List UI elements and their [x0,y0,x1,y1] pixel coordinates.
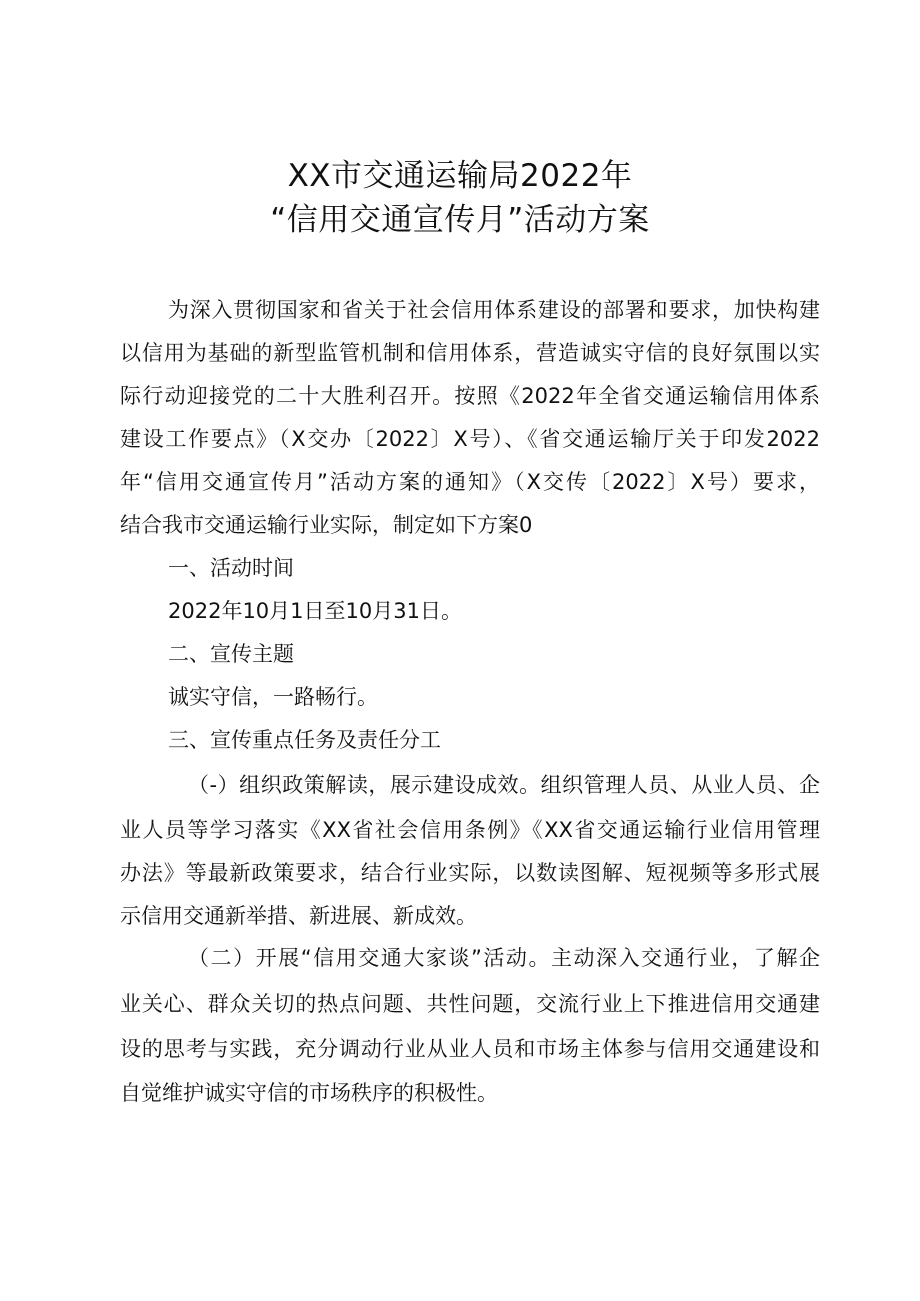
section-content-time: 2022年10月1日至10月31日。 [168,599,462,623]
task-item-line: 自觉维护诚实守信的市场秩序的积极性。 [120,1081,498,1105]
document-title-line1: XX市交通运输局2022年 [287,158,633,194]
section-heading-time: 一、活动时间 [168,556,294,580]
task-item-line: 办法》等最新政策要求，结合行业实际，以数读图解、短视频等多形式展 [120,861,820,885]
task-item-line: （二）开展“信用交通大家谈”活动。主动深入交通行业，了解企 [188,946,820,970]
document-title-line2: “信用交通宣传月”活动方案 [270,202,650,238]
intro-line: 年“信用交通宣传月”活动方案的通知》（X交传〔2022〕X号）要求， [120,470,820,494]
task-item-line: （-）组织政策解读，展示建设成效。组织管理人员、从业人员、企 [188,773,820,797]
task-item-line: 业关心、群众关切的热点问题、共性问题，交流行业上下推进信用交通建 [120,992,820,1016]
intro-line: 际行动迎接党的二十大胜利召开。按照《2022年全省交通运输信用体系 [120,384,820,408]
intro-line: 结合我市交通运输行业实际，制定如下方案0 [120,513,533,537]
task-item-line: 设的思考与实践，充分调动行业从业人员和市场主体参与信用交通建设和 [120,1037,820,1061]
section-heading-theme: 二、宣传主题 [168,642,294,666]
intro-line: 为深入贯彻国家和省关于社会信用体系建设的部署和要求，加快构建 [168,298,820,322]
section-heading-tasks: 三、宣传重点任务及责任分工 [168,728,441,752]
intro-line: 建设工作要点》（X交办〔2022〕X号）、《省交通运输厅关于印发2022 [120,427,820,451]
section-content-theme: 诚实守信，一路畅行。 [168,685,378,709]
task-item-line: 业人员等学习落实《XX省社会信用条例》《XX省交通运输行业信用管理 [120,818,820,842]
intro-line: 以信用为基础的新型监管机制和信用体系，营造诚实守信的良好氛围以实 [120,341,820,365]
task-item-line: 示信用交通新举措、新进展、新成效。 [120,904,477,928]
